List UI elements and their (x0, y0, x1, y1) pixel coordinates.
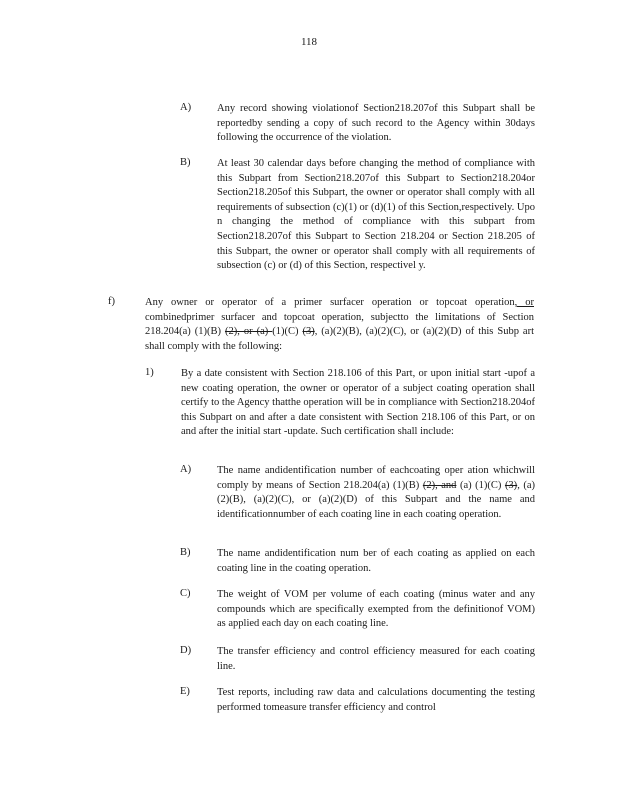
item-label: B) (180, 547, 191, 558)
text-run: (a) (1)(C) (456, 479, 505, 491)
item-text: The weight of VOM per volume of each coating (minus water and any compounds which are specifically exempted from the definitionof VOM) as applied each day on each coating line. (217, 589, 535, 630)
deleted-text: (a) (252, 326, 273, 338)
text-run: Any owner or operator of a primer surfacer operation or topcoat operation (145, 297, 515, 308)
deleted-text: (3) (302, 326, 315, 338)
text-run: , (a)(2)(B), (a)(2)(C), or (a)(2)(D) of this Subp art shall comply with the following: (145, 326, 535, 352)
text-run: , (a)(2)(B), (a)(2)(C), or (a)(2)(D) of this Subpart and the name and identificationnumber of each coating line in each coating operation. (217, 479, 536, 520)
inserted-text: , or (514, 297, 534, 308)
item-label: 1) (145, 367, 154, 378)
item-label: C) (180, 588, 191, 599)
item-text: The transfer efficiency and control efficiency measured for each coating line. (217, 646, 535, 672)
item-text: Any record showing violationof Section218.207of this Subpart shall be reportedby sending a copy of such record to the Agency within 30days following the occurrence of the violation. (217, 103, 535, 144)
item-text: Test reports, including raw data and calculations documenting the testing performed tomeasure transfer efficiency and control (217, 687, 535, 713)
item-label: A) (180, 464, 192, 475)
item-label: A) (180, 102, 192, 113)
deleted-text: (2), or (224, 326, 253, 338)
item-label: D) (180, 645, 192, 656)
item-text: At least 30 calendar days before changing the method of compliance with this Subpart from Section218.207of this Subpart to Section218.204or Section218.205of this Subpart, the owner or operator shall comply with all requirements of subsection (c)(1) or (d)(1) of this Section,respectively. Upo n changing the method of compliance with this subpart from Section218.207of this Subpart to Section 218.204 or Section 218.205 of this Subpart, the owner or operator shall comply with all requirements of subsection (c) or (d) of this Section, respectivel y. (217, 158, 535, 272)
page-number: 118 (300, 36, 318, 48)
item-text: By a date consistent with Section 218.106 of this Part, or upon initial start -upof a new coating operation, the owner or operator of a subject coating operation shall certify to the Agency thatthe operation will be in compliance with Section218.204of this Subpart on and after a date consistent with Section 218.106 of this Part, or on and after the initial start -update. Such certification shall include: (181, 368, 535, 438)
item-text (145, 296, 534, 354)
deleted-text: (3) (504, 479, 518, 491)
item-label: E) (180, 686, 190, 697)
text-run: (1)(C) (272, 326, 303, 338)
item-label: B) (180, 157, 191, 168)
text-run: The name andidentification number of eachcoating oper ation whichwill comply by means of Section 218.204(a) (1)(B) (217, 465, 535, 491)
item-label: f) (108, 296, 115, 307)
item-text: The name andidentification num ber of each coating as applied on each coating line in the coating operation. (217, 548, 535, 574)
text-run: combinedprimer surfacer and topcoat operation, subjectto the limitations of Section 218.204(a) (1)(B) (145, 311, 534, 338)
deleted-text: (2), and (422, 479, 457, 491)
item-text (217, 464, 535, 522)
